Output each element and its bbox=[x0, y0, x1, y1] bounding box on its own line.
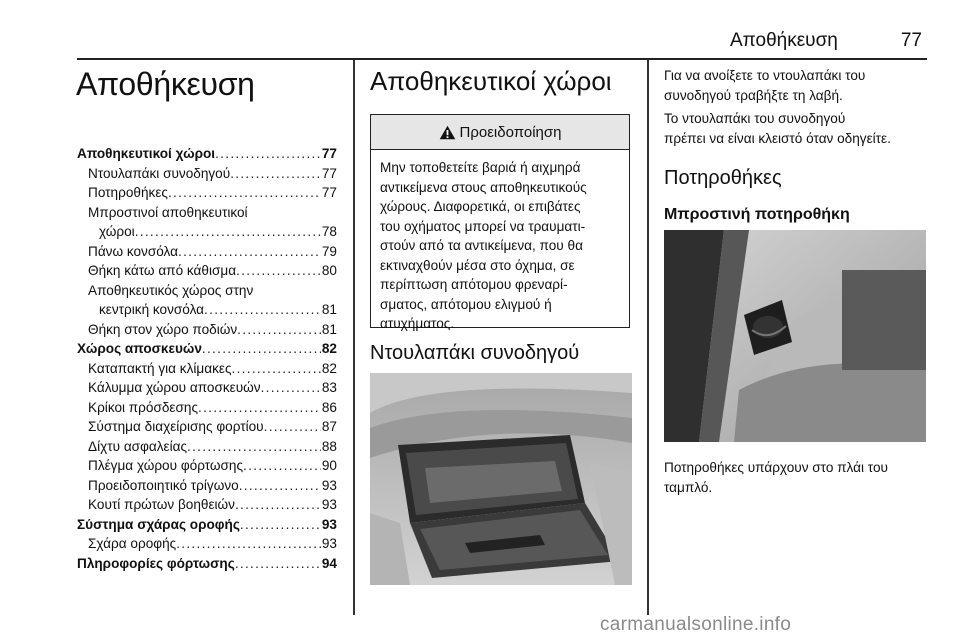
toc-page-number: 86 bbox=[321, 399, 337, 415]
header-rule bbox=[77, 58, 927, 60]
warning-line: Μην τοποθετείτε βαριά ή αιχμηρά bbox=[380, 160, 581, 175]
column-divider-2 bbox=[647, 60, 649, 615]
toc-entry[interactable] bbox=[77, 398, 337, 418]
toc-entry-title: Καταπακτή για κλίμακες bbox=[88, 360, 232, 376]
toc-page-number: 88 bbox=[321, 438, 337, 454]
toc-entry[interactable] bbox=[77, 222, 337, 242]
toc-leader-dots bbox=[178, 242, 321, 262]
toc-page-number: 77 bbox=[321, 146, 337, 161]
front-cupholder-heading: Μπροστινή ποτηροθήκη bbox=[664, 206, 850, 223]
toc-entry-title: Κουτί πρώτων βοηθειών bbox=[88, 497, 235, 512]
toc-entry-title: Σύστημα διαχείρισης φορτίου bbox=[88, 419, 264, 434]
toc-entry-title: κεντρική κονσόλα bbox=[99, 302, 205, 317]
warning-box bbox=[370, 114, 630, 331]
toc-entry-title: Ποτηροθήκες bbox=[88, 185, 168, 200]
table-of-contents bbox=[77, 144, 337, 573]
running-head-title: Αποθήκευση bbox=[730, 30, 838, 51]
toc-entry[interactable] bbox=[77, 261, 337, 281]
toc-entry[interactable] bbox=[77, 144, 337, 164]
toc-leader-dots bbox=[240, 515, 321, 535]
toc-entry-title: Κάλυμμα χώρου αποσκευών bbox=[88, 380, 261, 395]
toc-leader-dots bbox=[198, 398, 321, 418]
toc-entry-title: Αποθηκευτικός χώρος στην bbox=[88, 282, 254, 298]
toc-entry-title: Θήκη στον χώρο ποδιών bbox=[88, 321, 238, 337]
toc-entry[interactable] bbox=[77, 183, 337, 203]
toc-entry[interactable] bbox=[77, 437, 337, 457]
toc-entry-title: Ντουλαπάκι συνοδηγού bbox=[88, 165, 231, 181]
toc-page-number: 93 bbox=[321, 516, 337, 532]
toc-entry[interactable] bbox=[77, 417, 337, 437]
toc-page-number: 87 bbox=[321, 419, 337, 434]
warning-label: Προειδοποίηση bbox=[459, 123, 562, 141]
glovebox-photo bbox=[370, 373, 632, 585]
toc-entry[interactable] bbox=[77, 515, 337, 535]
toc-page-number: 78 bbox=[321, 224, 337, 239]
toc-page-number: 93 bbox=[321, 497, 337, 512]
toc-leader-dots bbox=[215, 144, 321, 164]
toc-page-number: 83 bbox=[321, 380, 337, 395]
toc-entry[interactable] bbox=[77, 378, 337, 398]
toc-entry[interactable] bbox=[77, 339, 337, 359]
toc-leader-dots bbox=[235, 554, 321, 574]
toc-leader-dots bbox=[261, 378, 321, 398]
toc-entry-title: Πληροφορίες φόρτωσης bbox=[77, 555, 235, 571]
toc-page-number: 82 bbox=[321, 360, 337, 376]
toc-page-number: 94 bbox=[321, 555, 337, 571]
toc-leader-dots bbox=[235, 495, 321, 515]
section-title: Αποθηκευτικοί χώροι bbox=[370, 66, 612, 96]
toc-leader-dots bbox=[204, 300, 321, 320]
toc-leader-dots bbox=[264, 417, 321, 437]
toc-page-number: 93 bbox=[321, 477, 337, 493]
warning-line: του οχήματος μπορεί να τραυματι- bbox=[380, 218, 586, 234]
toc-entry-title: Χώρος αποσκευών bbox=[77, 341, 202, 356]
toc-page-number: 79 bbox=[321, 243, 337, 259]
toc-entry-title: Κρίκοι πρόσδεσης bbox=[88, 399, 198, 415]
warning-header bbox=[371, 115, 629, 150]
toc-entry-title: Πλέγμα χώρου φόρτωσης bbox=[88, 458, 244, 473]
caption-line: Ποτηροθήκες υπάρχουν στο πλάι του bbox=[664, 460, 888, 475]
toc-entry[interactable] bbox=[77, 281, 337, 301]
toc-leader-dots bbox=[135, 222, 321, 242]
intro-paragraph bbox=[664, 66, 934, 148]
toc-leader-dots bbox=[239, 476, 321, 496]
intro-line: Το ντουλαπάκι του συνοδηγού bbox=[664, 111, 846, 126]
warning-text bbox=[371, 150, 629, 334]
toc-entry-title: χώροι bbox=[99, 224, 135, 239]
column-divider-1 bbox=[353, 60, 355, 615]
toc-entry[interactable] bbox=[77, 242, 337, 262]
toc-entry[interactable] bbox=[77, 164, 337, 184]
toc-leader-dots bbox=[236, 261, 321, 281]
intro-line: πρέπει να είναι κλειστό όταν οδηγείτε. bbox=[664, 130, 891, 146]
toc-leader-dots bbox=[243, 456, 321, 476]
toc-entry-title: Δίχτυ ασφαλείας bbox=[88, 438, 188, 454]
toc-entry-title: Σχάρα οροφής bbox=[88, 536, 177, 551]
toc-entry[interactable] bbox=[77, 456, 337, 476]
toc-entry[interactable] bbox=[77, 554, 337, 574]
toc-leader-dots bbox=[187, 437, 321, 457]
toc-entry[interactable] bbox=[77, 476, 337, 496]
glovebox-heading: Ντουλαπάκι συνοδηγού bbox=[370, 342, 580, 364]
toc-page-number: 77 bbox=[321, 185, 337, 200]
toc-entry[interactable] bbox=[77, 534, 337, 554]
toc-page-number: 93 bbox=[321, 536, 337, 551]
toc-entry[interactable] bbox=[77, 203, 337, 223]
page-number: 77 bbox=[900, 30, 922, 51]
toc-entry[interactable] bbox=[77, 320, 337, 340]
toc-entry-title: Προειδοποιητικό τρίγωνο bbox=[88, 477, 239, 493]
cupholders-heading: Ποτηροθήκες bbox=[664, 167, 782, 189]
warning-line: σματος, απότομου ελιγμού ή bbox=[380, 296, 552, 312]
warning-line: αντικείμενα στους αποθηκευτικούς bbox=[380, 179, 587, 195]
cupholder-caption bbox=[664, 458, 934, 497]
toc-entry-title: Αποθηκευτικοί χώροι bbox=[77, 146, 216, 161]
toc-entry-title: Μπροστινοί αποθηκευτικοί bbox=[88, 204, 248, 220]
toc-leader-dots bbox=[176, 534, 321, 554]
caption-line: ταμπλό. bbox=[664, 479, 713, 495]
toc-page-number: 90 bbox=[321, 458, 337, 473]
toc-entry[interactable] bbox=[77, 495, 337, 515]
toc-entry-title: Θήκη κάτω από κάθισμα bbox=[88, 263, 237, 278]
toc-page-number: 80 bbox=[321, 263, 337, 278]
toc-leader-dots bbox=[232, 359, 321, 379]
watermark: carmanualsonline.info bbox=[600, 614, 792, 635]
warning-line: εκτιναχθούν μέσα στο όχημα, σε bbox=[380, 257, 575, 273]
intro-line: συνοδηγού τραβήξτε τη λαβή. bbox=[664, 87, 843, 103]
intro-line: Για να ανοίξετε το ντουλαπάκι του bbox=[664, 68, 866, 83]
warning-line: περίπτωση απότομου φρεναρί- bbox=[380, 277, 568, 292]
cupholder-photo bbox=[664, 230, 926, 442]
warning-line: ατυχήματος. bbox=[380, 316, 455, 331]
warning-line: στούν από τα αντικείμενα, που θα bbox=[380, 238, 583, 253]
toc-entry[interactable] bbox=[77, 300, 337, 320]
toc-page-number: 81 bbox=[321, 302, 337, 317]
toc-page-number: 77 bbox=[321, 165, 337, 181]
toc-leader-dots bbox=[237, 320, 321, 340]
chapter-title: Αποθήκευση bbox=[76, 66, 255, 102]
toc-entry-title: Σύστημα σχάρας οροφής bbox=[77, 516, 240, 532]
toc-leader-dots bbox=[202, 339, 321, 359]
toc-leader-dots bbox=[168, 183, 321, 203]
toc-entry[interactable] bbox=[77, 359, 337, 379]
warning-line: χώρους. Διαφορετικά, οι επιβάτες bbox=[380, 199, 581, 214]
warning-triangle-icon bbox=[439, 125, 456, 140]
toc-page-number: 81 bbox=[321, 321, 337, 337]
toc-leader-dots bbox=[230, 164, 321, 184]
toc-entry-title: Πάνω κονσόλα bbox=[88, 243, 178, 259]
toc-page-number: 82 bbox=[321, 341, 337, 356]
